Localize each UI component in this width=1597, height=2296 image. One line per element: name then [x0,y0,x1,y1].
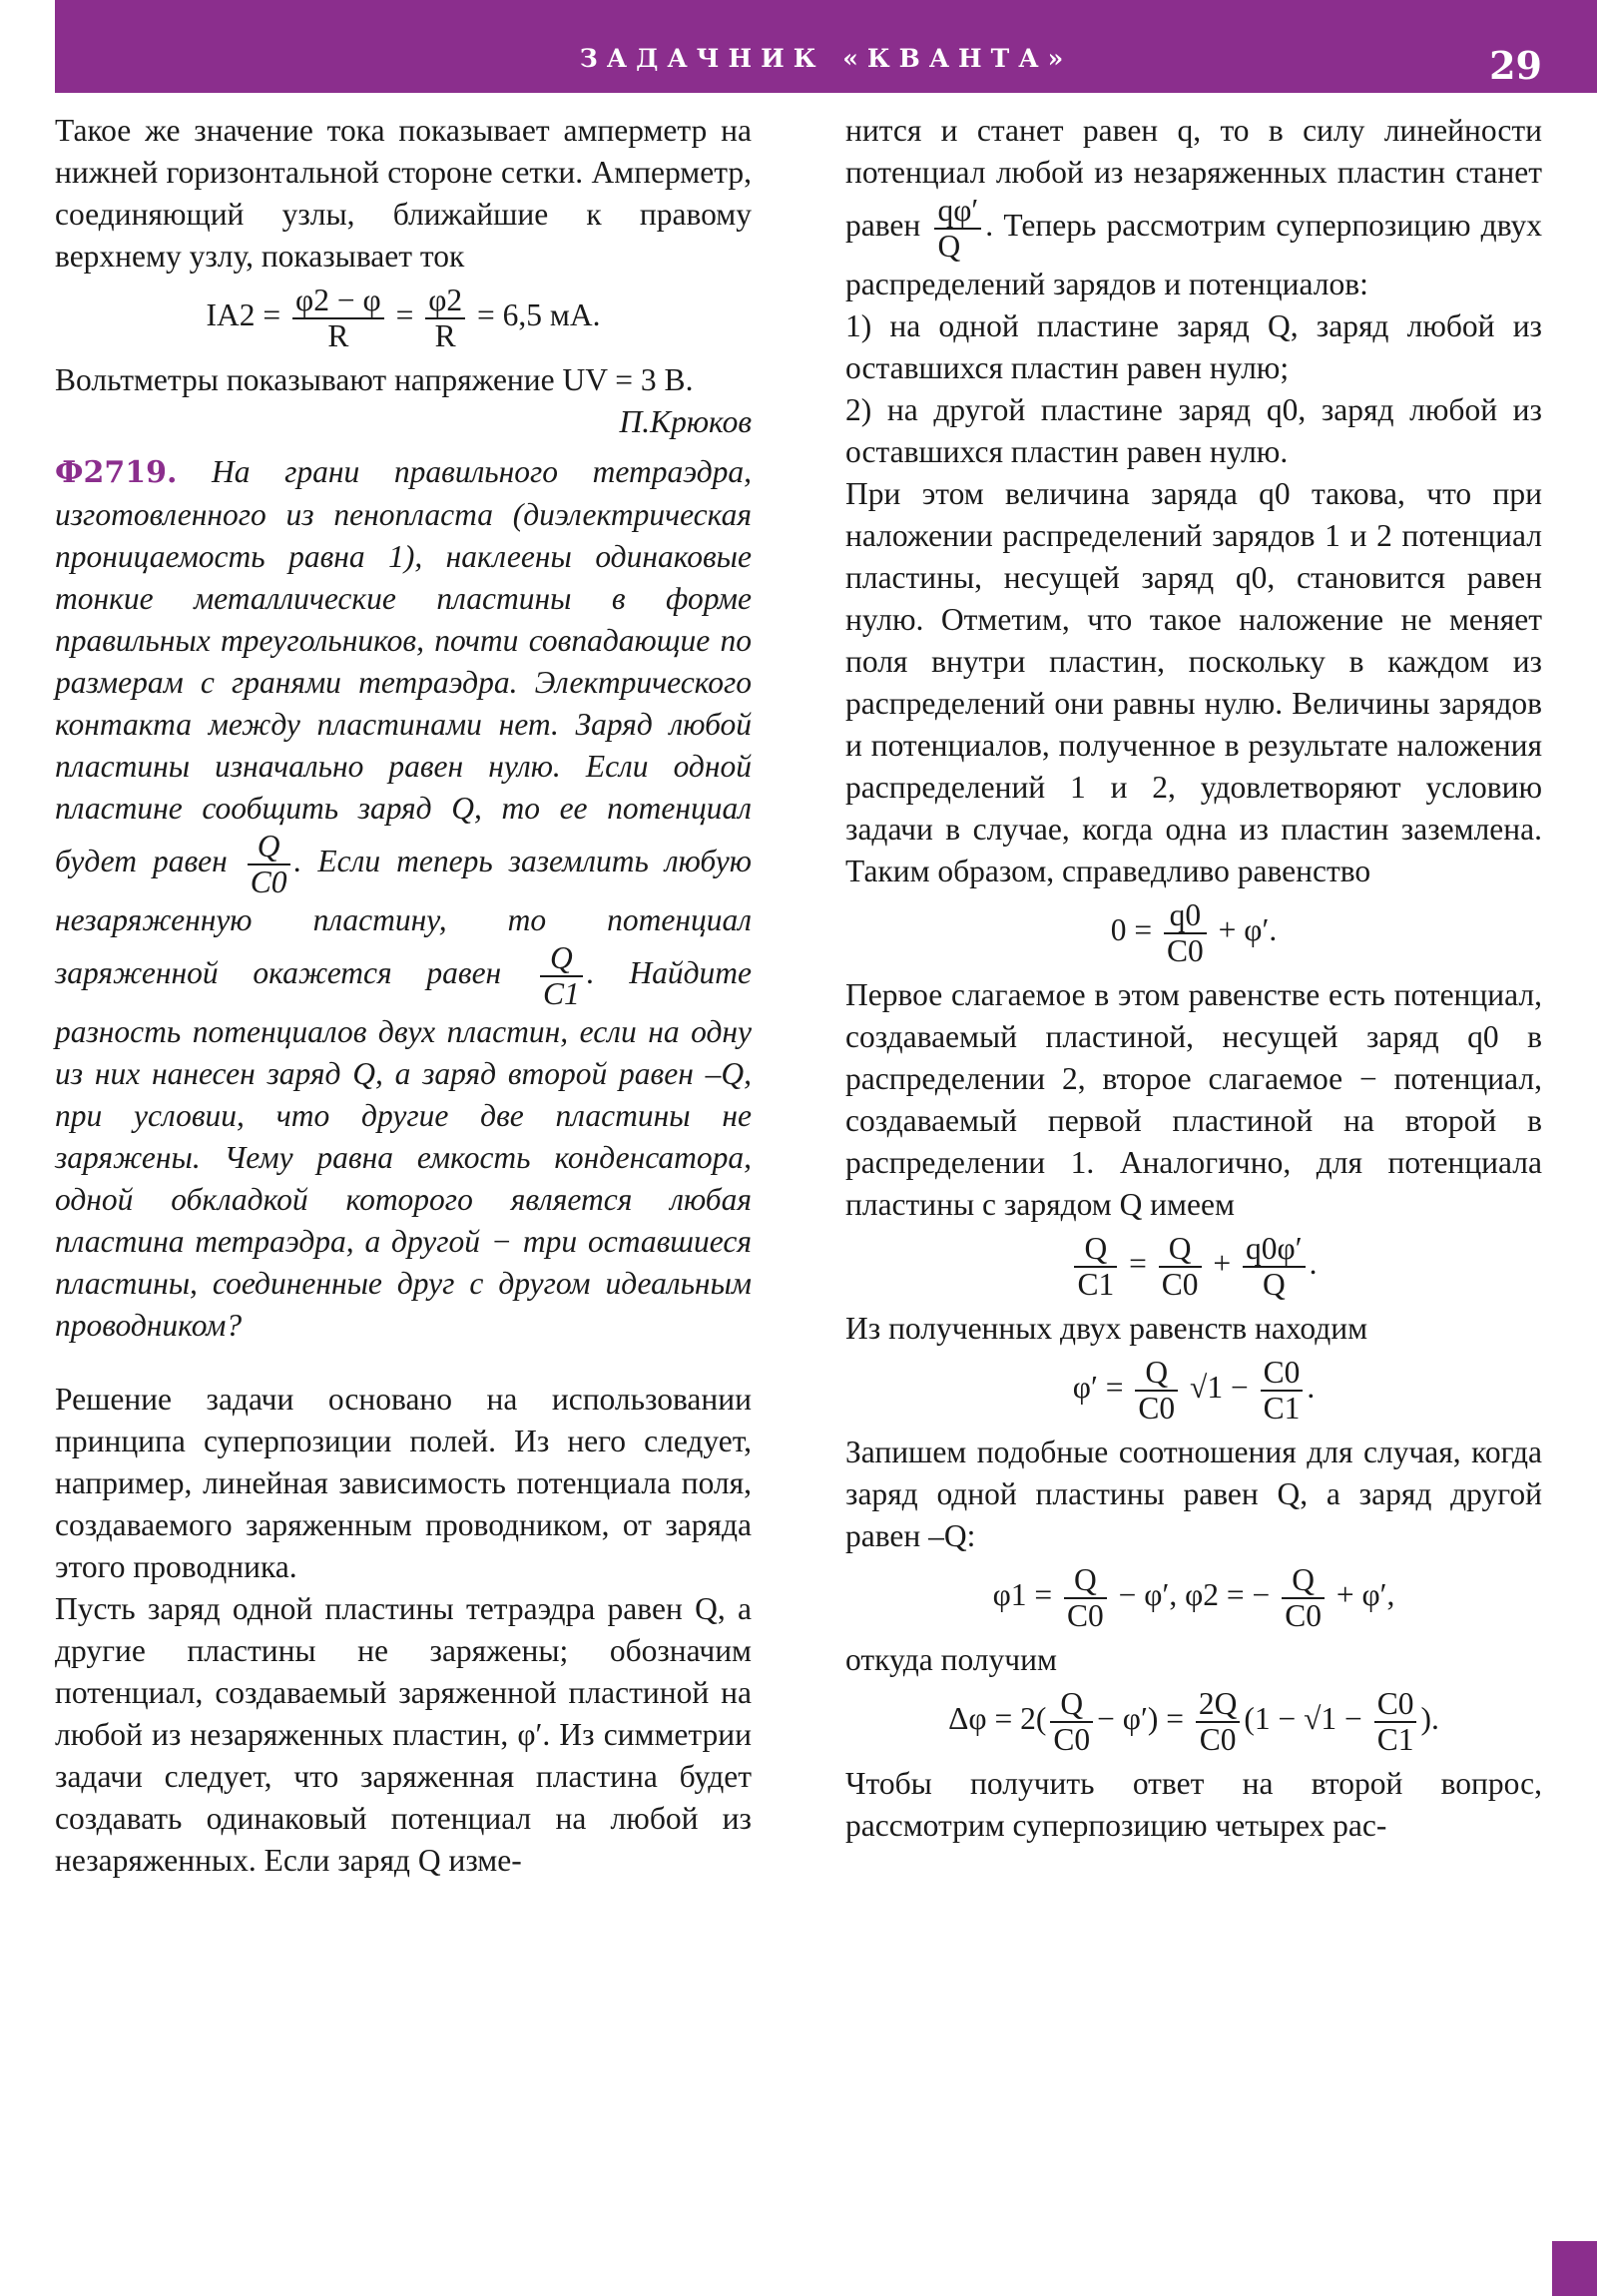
paren-close-icon: ) [1147,1701,1159,1737]
paragraph: откуда получим [845,1642,1057,1677]
formula-current [55,284,752,353]
numerator: Q [1159,1232,1202,1268]
fraction [1164,898,1207,968]
denominator: R [327,318,349,353]
sqrt-sign-icon: √ [1190,1370,1208,1406]
numerator: qφ′ [934,194,981,230]
problem-text: . Найдите разность потенциалов двух пластин, если на одну из них нанесен заряд Q, а заряд второй равен –Q, при условии, что другие две пластины не заряжены. Чему равна емкость конденсатора, одной обкладкой которого является любая пластина тетраэдра, а другой − три оставшиеся пластины, соединенные друг с другом идеальным проводником? [55,955,752,1343]
formula-term: Δφ = 2 [948,1701,1036,1737]
denominator: C0 [250,864,287,899]
sqrt-sign-icon: √ [1304,1701,1322,1737]
fraction [1374,1687,1417,1757]
problem-text: . Если теперь заземлить любую незаряженную пластину, то потенциал заряженной окажется равен [55,844,752,991]
fraction [1282,1563,1325,1633]
paren-close-icon: ) [1420,1701,1431,1737]
paragraph: Из полученных двух равенств находим [845,1311,1368,1346]
numerator: Q [1064,1563,1107,1599]
paragraph: Запишем подобные соотношения для случая, когда заряд одной пластины равен Q, а заряд другой равен –Q: [845,1435,1542,1553]
formula-term: . [1430,1701,1439,1737]
fraction [1159,1232,1202,1302]
formula-term: . [1309,1246,1318,1282]
formula-term: 1 − [1321,1701,1362,1737]
formula-term: − φ′, φ2 = − [1118,1577,1271,1613]
author-signature: П.Крюков [619,404,752,439]
formula-term: − φ′ [1097,1701,1148,1737]
paragraph: Решение задачи основано на использовании принципа суперпозиции полей. Из него следует, например, линейная зависимость потенциала поля, создаваемого заряженным проводником, от заряда этого проводника. [55,1381,752,1584]
fraction [1135,1356,1178,1426]
formula-term: . [1307,1370,1316,1406]
denominator: Q [937,229,961,264]
denominator: R [434,318,456,353]
formula-term: = [395,297,414,333]
formula-eq4 [845,1563,1542,1633]
formula-eq2 [845,1232,1542,1302]
text-run: . Теперь рассмотрим суперпозицию двух распределений зарядов и потенциалов: [845,208,1542,301]
denominator: Q [1262,1267,1286,1302]
formula-term: = 6,5 мА. [477,297,601,333]
formula-term: = [1129,1246,1147,1282]
left-column [55,110,752,1882]
paragraph: Такое же значение тока показывает амперметр на нижней горизонтальной стороне сетки. Амперметр, соединяющий узлы, ближайшие к правому верхнему узлу, показывает ток [55,113,752,274]
fraction [1074,1232,1117,1302]
formula-term: φ′ = [1072,1370,1124,1406]
problem-text: На грани правильного тетраэдра, изготовленного из пенопласта (диэлектрическая проницаемость равна 1), наклеены одинаковые тонкие металлические пластины в форме правильных треугольников, почти совпадающие по размерам с гранями тетраэдра. Электрического контакта между пластинами нет. Заряд любой пластины изначально равен нулю. Если одной пластине сообщить заряд Q, то ее потенциал будет равен [55,454,753,879]
numerator: φ2 − φ [292,284,384,319]
numerator: φ2 [425,284,465,319]
paragraph: Первое слагаемое в этом равенстве есть потенциал, создаваемый пластиной, несущей заряд q0 в распределении 2, второе слагаемое − потенциал, создаваемый первой пластиной на второй в распределении 1. Аналогично, для потенциала пластины с зарядом Q имеем [845,977,1542,1222]
denominator: C0 [1285,1598,1322,1633]
fraction [425,284,465,353]
denominator: C0 [1161,1267,1199,1302]
numerator: Q [1050,1687,1093,1723]
paragraph: При этом величина заряда q0 такова, что при наложении распределений зарядов 1 и 2 потенциал пластины, несущей заряд q0, становится равен нулю. Отметим, что такое наложение не меняет поля внутри пластин, поскольку в каждом из распределений они равны нулю. Величины зарядов и потенциалов, полученное в результате наложения распределений 1 и 2, удовлетворяют условию задачи в случае, когда одна из пластин заземлена. Таким образом, справедливо равенство [845,476,1542,888]
paragraph: Чтобы получить ответ на второй вопрос, рассмотрим суперпозицию четырех рас- [845,1766,1542,1843]
numerator: Q [1282,1563,1325,1599]
formula-term: 0 = [1110,912,1153,948]
denominator: C0 [1167,933,1204,968]
denominator: C1 [1077,1267,1115,1302]
list-item: 2) на другой пластине заряд q0, заряд любой из оставшихся пластин равен нулю. [845,392,1542,469]
fraction [1196,1687,1241,1757]
fraction [1050,1687,1093,1757]
paragraph: Вольтметры показывают напряжение UV = 3 В. [55,362,694,397]
formula-eq3 [845,1356,1542,1426]
formula-term: 1 − [1254,1701,1297,1737]
fraction [540,941,583,1011]
numerator: Q [1074,1232,1117,1268]
fraction [934,194,981,264]
numerator: Q [1135,1356,1178,1392]
formula-term: IA2 = [206,297,281,333]
paren-open-icon: ( [1244,1701,1255,1737]
fraction [1261,1356,1304,1426]
formula-eq1 [845,898,1542,968]
formula-term: + [1213,1246,1232,1282]
fraction [248,830,290,899]
paren-open-icon: ( [1035,1701,1047,1737]
formula-term: 1 − [1207,1370,1249,1406]
text-run: нится и станет равен q, то в силу линейности потенциал любой из незаряженных пластин станет равен [845,113,1542,244]
denominator: C0 [1067,1598,1104,1633]
denominator: C1 [1263,1391,1301,1426]
formula-term: = [1166,1701,1184,1737]
denominator: C1 [542,976,580,1011]
problem-number: Ф2719. [55,455,178,490]
numerator: q0 [1164,898,1207,934]
numerator: Q [540,941,583,977]
journal-section-title: ЗАДАЧНИК «КВАНТА» [579,44,1073,73]
paragraph: Пусть заряд одной пластины тетраэдра равен Q, а другие пластины не заряжены; обозначим потенциал, создаваемый заряженной пластиной на любой из незаряженных пластин, φ′. Из симметрии задачи следует, что заряженная пластина будет создавать одинаковый потенциал на любой из незаряженных. Если заряд Q изме- [55,1590,752,1878]
numerator: C0 [1374,1687,1417,1723]
denominator: C0 [1053,1722,1091,1757]
numerator: q0φ′ [1243,1232,1306,1268]
denominator: C1 [1376,1722,1414,1757]
numerator: 2Q [1196,1687,1241,1723]
formula-term: φ1 = [992,1577,1053,1613]
formula-term: + φ′, [1335,1577,1395,1613]
denominator: C0 [1138,1391,1176,1426]
page-corner-tab [1552,2241,1597,2296]
right-column [845,110,1542,1847]
list-item: 1) на одной пластине заряд Q, заряд любой из оставшихся пластин равен нулю; [845,308,1542,385]
denominator: C0 [1199,1722,1237,1757]
fraction [292,284,384,353]
numerator: C0 [1261,1356,1304,1392]
page-number: 29 [1489,43,1542,88]
numerator: Q [248,830,290,865]
formula-eq5 [845,1687,1542,1757]
paragraph [845,110,1542,305]
problem-statement [55,451,752,1347]
fraction [1064,1563,1107,1633]
page-header [55,0,1597,93]
formula-term: + φ′. [1218,912,1278,948]
fraction [1243,1232,1306,1302]
